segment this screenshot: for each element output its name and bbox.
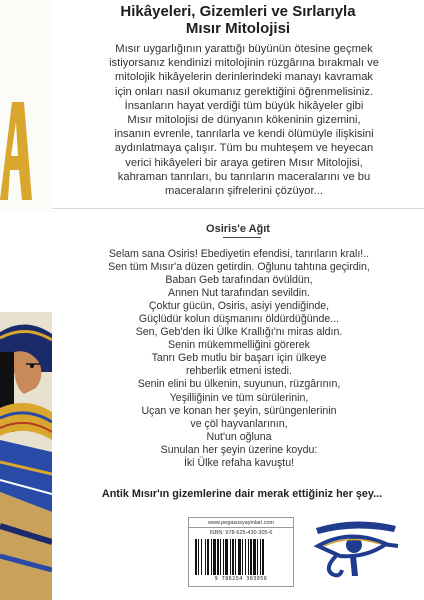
poem-line: Sen tüm Mısır'a düzen getirdin. Oğlunu tahtına geçirdin, bbox=[108, 261, 370, 274]
poem-line: rehberlik etmeni istedi. bbox=[186, 365, 292, 378]
poem-line: Sunulan her şeyin üzerine koydu: bbox=[160, 443, 318, 456]
back-cover-content bbox=[52, 0, 424, 600]
poem-line: Uçan ve konan her şeyin, sürüngenlerinin bbox=[141, 404, 337, 417]
intro-line: mitolojik hikâyelerin derinlerindeki manayı kavramak bbox=[114, 71, 374, 84]
publisher-url: www.pegasusyayinlari.com bbox=[189, 519, 293, 528]
poem-line: Nut'un oğluna bbox=[206, 430, 272, 443]
egyptian-figure-art bbox=[0, 312, 52, 600]
intro-line: maceraların şifrelerini çözüyor... bbox=[165, 185, 323, 198]
intro-line: kahraman tanrıları, bu tanrıların maceralarını ve bu bbox=[117, 170, 371, 183]
intro-paragraph bbox=[86, 42, 402, 198]
strip-mid bbox=[0, 212, 52, 312]
poem-line: ve çöl hayvanlarının, bbox=[190, 417, 288, 430]
isbn-text: ISBN: 978-625-430-305-6 bbox=[209, 530, 273, 536]
intro-line: İnsanların hayat verdiği tüm büyük hikâyeler gibi bbox=[124, 99, 364, 112]
poem-title-underline bbox=[223, 237, 261, 238]
poem-line: Senin mükemmelliğini görerek bbox=[168, 339, 310, 352]
poem-line: Yeşilliğinin ve tüm sürülerinin, bbox=[169, 391, 309, 404]
intro-line: aydınlatmaya çalışır. Tüm bu muhteşem ve heyecan bbox=[114, 142, 374, 155]
title-line-1: Hikâyeleri, Gizemleri ve Sırlarıyla bbox=[120, 3, 356, 20]
poem-title: Osiris'e Ağıt bbox=[206, 223, 270, 235]
poem-line: Çoktur gücün, Osiris, asiyi yendiğinde, bbox=[148, 300, 330, 313]
poem bbox=[74, 248, 404, 470]
intro-line: istiyorsanız kendinizi mitolojinin rüzgârına bırakmalı ve bbox=[109, 57, 379, 70]
poem-line: Annen Nut tarafından sevildin. bbox=[168, 287, 310, 300]
gold-letter-glyph bbox=[0, 92, 36, 202]
poem-line: Güçlüdür kolun düşmanını öldürdüğünde... bbox=[138, 313, 340, 326]
poem-line: Sen, Geb'den İki Ülke Krallığı'nı miras aldın. bbox=[135, 326, 343, 339]
poem-line: Baban Geb tarafından övüldün, bbox=[165, 274, 313, 287]
title-line-2: Mısır Mitolojisi bbox=[185, 20, 291, 37]
intro-line: verici hikâyeleri bir araya getiren Mısır Mitolojisi, bbox=[125, 156, 363, 169]
poem-line: İki Ülke refaha kavuştu! bbox=[183, 456, 295, 469]
poem-line: Selam sana Osiris! Ebediyetin efendisi, tanrıların kralı!.. bbox=[108, 248, 370, 260]
barcode-label bbox=[188, 517, 294, 587]
section-divider bbox=[52, 208, 424, 209]
poem-line: Senin elini bu ülkenin, suyunun, rüzgârının, bbox=[137, 378, 341, 391]
eye-of-horus-icon bbox=[310, 516, 400, 580]
cover-art-strip bbox=[0, 0, 52, 600]
poem-line: Tanrı Geb mutlu bir başarı için ülkeye bbox=[151, 352, 327, 365]
intro-line: Mısır mitolojisi de dünyanın kökeninin gizemini, bbox=[127, 114, 361, 127]
intro-line: için onları nasıl okumanız gerektiğini öğrenmelisiniz. bbox=[114, 85, 374, 98]
barcode-digits: 9 786254 303056 bbox=[214, 576, 268, 582]
intro-line: insanın evrenle, tanrılarla ve kendi ölümüyle ilişkisini bbox=[114, 128, 374, 141]
closing-tagline: Antik Mısır'ın gizemlerine dair merak ettiğiniz her şey... bbox=[101, 488, 383, 500]
intro-line: Mısır uygarlığının yarattığı büyünün ötesine geçmek bbox=[115, 43, 373, 55]
barcode-icon bbox=[195, 539, 287, 577]
